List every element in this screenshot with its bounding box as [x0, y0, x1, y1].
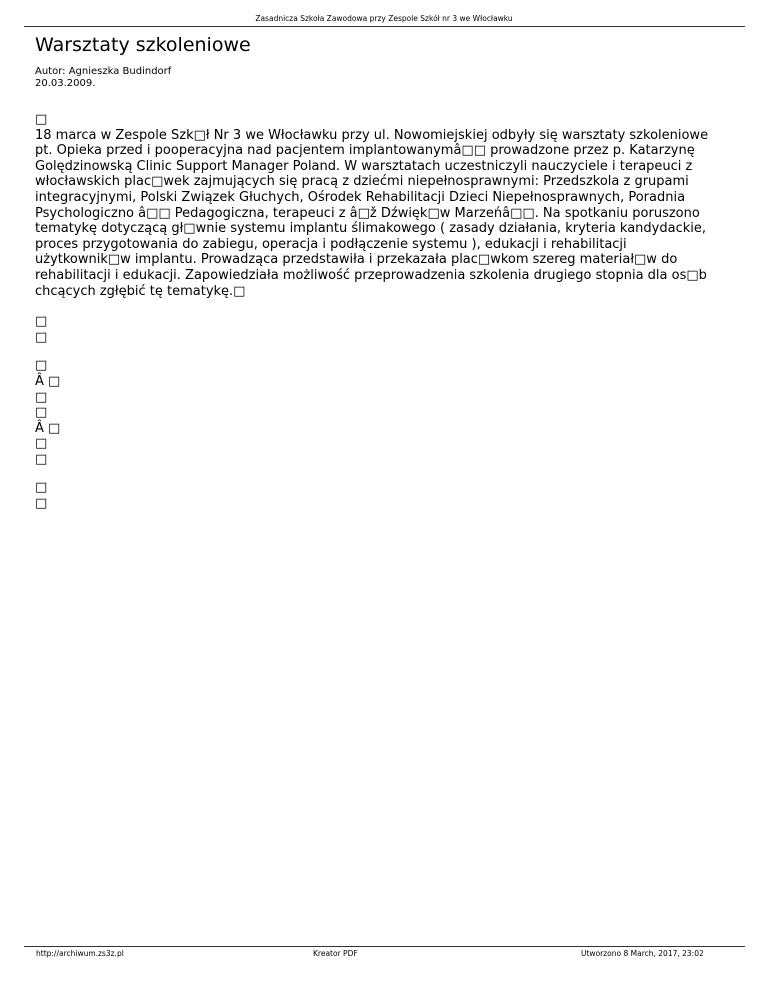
glyph-line: □	[35, 480, 48, 496]
glyph-line: □	[35, 329, 48, 345]
footer-url[interactable]: http://archiwum.zs3z.pl	[36, 949, 124, 958]
article-meta	[35, 66, 171, 89]
footer-generator: Kreator PDF	[313, 949, 358, 958]
footer-created-date: Utworzono 8 March, 2017, 23:02	[581, 949, 704, 958]
article-date: 20.03.2009.	[35, 77, 96, 89]
article-content	[35, 112, 725, 512]
article-title: Warsztaty szkoleniowe	[35, 34, 251, 56]
footer-divider	[24, 946, 745, 947]
glyph-line: □	[35, 451, 48, 467]
glyph-line: Â □	[35, 373, 61, 389]
glyph-line: □	[35, 436, 48, 452]
author-line: Autor: Agnieszka Budindorf	[35, 66, 172, 77]
glyph-line: Â □	[35, 420, 61, 436]
glyph-line: □	[35, 358, 48, 374]
article-body: 18 marca w Zespole Szk□ł Nr 3 we Włocławku przy ul. Nowomiejskiej odbyły się warsztaty szkoleniowe pt. Opieka przed i pooperacyjna nad pacjentem implantowanymâ□□ prowadzone przez p. Katarzynę Golędzinowską Clinic Support Manager Poland. W warsztatach uczestniczyli nauczyciele i terapeuci z włocławskich plac□wek zajmujących się pracą z dziećmi niepełnosprawnymi: Przedszkola z grupami integracyjnymi, Polski Związek Głuchych, Ośrodek Rehabilitacji Dzieci Niepełnosprawnych, Poradnia Psychologiczno â□□ Pedagogiczna, terapeuci z â□ž Dźwięk□w Marzeńâ□□. Na spotkaniu poruszono tematykę dotyczącą gł□wnie systemu implantu ślimakowego ( zasady działania, kryteria kandydackie, proces przygotowania do zabiegu, operacja i podłączenie systemu ), edukacji i rehabilitacji użytkownik□w implantu. Prowadząca przedstawiła i przekazała plac□wkom szereg materiał□w do rehabilitacji i edukacji. Zapowiedziała możliwość przeprowadzenia szkolenia drugiego stopnia dla os□b chcących zgłębić tę tematykę.□	[35, 127, 709, 299]
glyph-line: □	[35, 389, 48, 405]
header-divider	[24, 26, 745, 27]
glyph-line: □	[35, 496, 48, 512]
glyph-line: □	[35, 405, 48, 421]
glyph-line: □	[35, 314, 48, 330]
page-header: Zasadnicza Szkoła Zawodowa przy Zespole Szkół nr 3 we Włocławku	[255, 14, 513, 23]
lead-glyph: □	[35, 112, 48, 127]
